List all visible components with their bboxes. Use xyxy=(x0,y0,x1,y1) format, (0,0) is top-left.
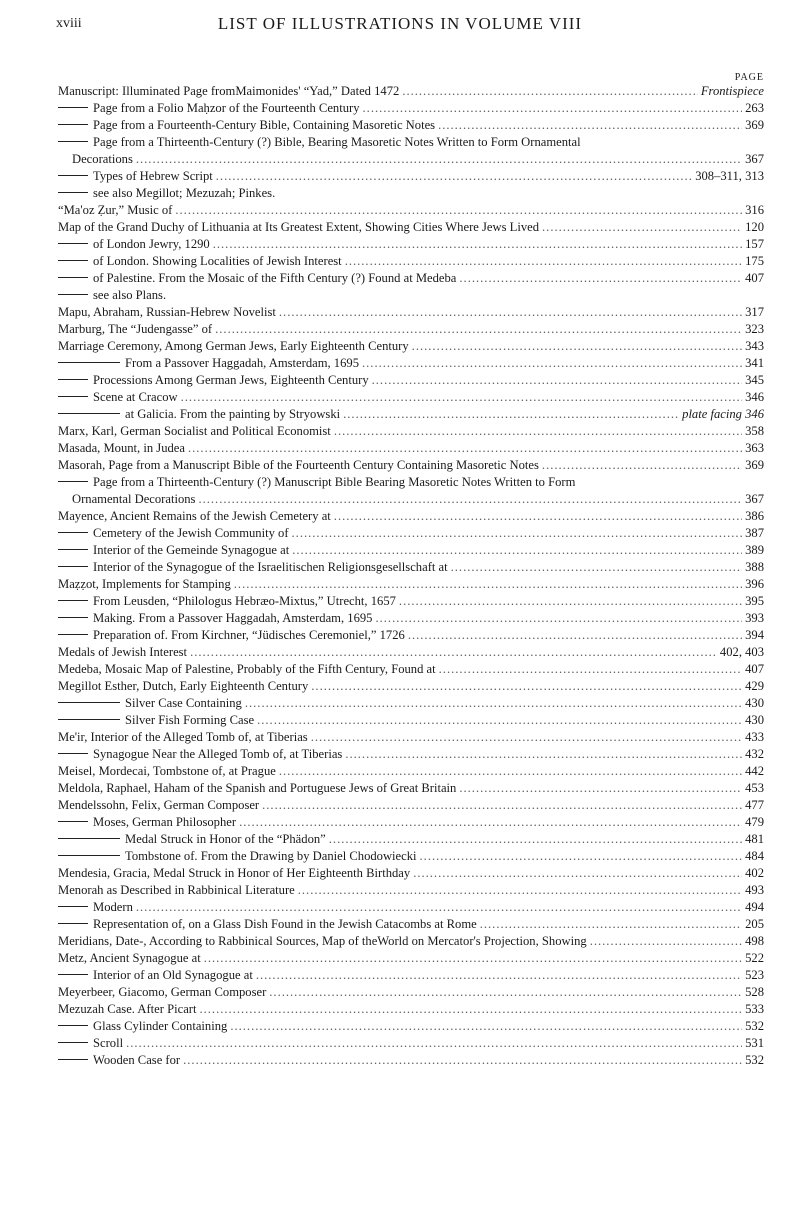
list-item xyxy=(58,967,764,984)
dot-leader xyxy=(334,423,742,440)
dot-leader xyxy=(256,967,742,984)
dot-leader xyxy=(439,661,742,678)
entry-page: 430 xyxy=(745,696,764,710)
list-item xyxy=(58,219,764,236)
ditto-dash xyxy=(58,124,88,125)
list-item xyxy=(58,746,764,763)
dot-leader xyxy=(420,848,743,865)
ditto-dash xyxy=(58,362,120,363)
entry-page: 369 xyxy=(745,118,764,132)
ditto-dash xyxy=(58,923,88,924)
ditto-dash xyxy=(58,379,88,380)
dot-leader xyxy=(298,882,742,899)
entry-title: Wooden Case for xyxy=(93,1053,181,1067)
entry-title: Scene at Cracow xyxy=(93,390,178,404)
ditto-dash xyxy=(58,549,88,550)
entry-page: 523 xyxy=(745,968,764,982)
entry-title: Interior of an Old Synagogue at xyxy=(93,968,253,982)
entry-title: Meridians, Date-, According to Rabbinical Sources, Map of theWorld on Mercator's Projection, Showing xyxy=(58,934,587,948)
entry-page: 369 xyxy=(745,458,764,472)
dot-leader xyxy=(239,814,742,831)
dot-leader xyxy=(375,610,742,627)
entry-page: 402, 403 xyxy=(719,645,764,659)
ditto-dash xyxy=(58,1025,88,1026)
ditto-dash xyxy=(58,719,120,720)
list-item xyxy=(58,695,764,712)
ditto-dash xyxy=(58,277,88,278)
entry-page: 430 xyxy=(745,713,764,727)
entry-title: Synagogue Near the Alleged Tomb of, at Tiberias xyxy=(93,747,343,761)
entry-title: Glass Cylinder Containing xyxy=(93,1019,228,1033)
dot-leader xyxy=(451,559,742,576)
ditto-dash xyxy=(58,617,88,618)
entry-page: plate facing 346 xyxy=(682,407,764,421)
entry-page: 363 xyxy=(745,441,764,455)
dot-leader xyxy=(459,780,742,797)
entry-title: Ornamental Decorations xyxy=(72,492,196,506)
entry-title: Silver Case Containing xyxy=(125,696,242,710)
dot-leader xyxy=(257,712,742,729)
dot-leader xyxy=(345,253,742,270)
list-item xyxy=(58,542,764,559)
list-item xyxy=(58,627,764,644)
dot-leader xyxy=(245,695,742,712)
entry-title: Decorations xyxy=(72,152,133,166)
list-item xyxy=(58,797,764,814)
entry-title: Metz, Ancient Synagogue at xyxy=(58,951,201,965)
dot-leader xyxy=(188,440,742,457)
dot-leader xyxy=(311,678,742,695)
ditto-dash xyxy=(58,294,88,295)
entry-title: Medeba, Mosaic Map of Palestine, Probably of the Fifth Century, Found at xyxy=(58,662,436,676)
entry-page: 522 xyxy=(745,951,764,965)
entry-title: Silver Fish Forming Case xyxy=(125,713,255,727)
dot-leader xyxy=(412,338,742,355)
entry-page: 386 xyxy=(745,509,764,523)
list-item xyxy=(58,950,764,967)
list-item xyxy=(58,576,764,593)
ditto-dash xyxy=(58,396,88,397)
list-item xyxy=(58,406,764,423)
dot-leader xyxy=(190,644,717,661)
entry-page: 341 xyxy=(745,356,764,370)
ditto-dash xyxy=(58,566,88,567)
list-item xyxy=(58,712,764,729)
dot-leader xyxy=(213,236,742,253)
ditto-dash xyxy=(58,906,88,907)
entry-page: 395 xyxy=(745,594,764,608)
list-item xyxy=(58,984,764,1001)
entry-page: 442 xyxy=(745,764,764,778)
entry-title: Marriage Ceremony, Among German Jews, Early Eighteenth Century xyxy=(58,339,409,353)
entry-page: 346 xyxy=(745,390,764,404)
entry-title: Modern xyxy=(93,900,133,914)
list-item xyxy=(58,491,764,508)
list-item xyxy=(58,729,764,746)
entry-title: Page from a Thirteenth-Century (?) Bible, Bearing Masoretic Notes Written to Form Ornamental xyxy=(93,135,581,149)
dot-leader xyxy=(311,729,742,746)
entry-page: 407 xyxy=(745,662,764,676)
entry-page: 263 xyxy=(745,101,764,115)
illustration-list xyxy=(58,83,764,1069)
ditto-dash xyxy=(58,481,88,482)
ditto-dash xyxy=(58,974,88,975)
list-item xyxy=(58,780,764,797)
entry-title: “Ma'oz Ẓur,” Music of xyxy=(58,203,173,217)
entry-title: Maẓẓot, Implements for Stamping xyxy=(58,577,231,591)
ditto-dash xyxy=(58,1042,88,1043)
ditto-dash xyxy=(58,532,88,533)
dot-leader xyxy=(329,831,742,848)
list-item xyxy=(58,831,764,848)
ditto-dash xyxy=(58,838,120,839)
entry-page: 433 xyxy=(745,730,764,744)
dot-leader xyxy=(292,542,742,559)
list-item xyxy=(58,134,764,151)
list-item xyxy=(58,593,764,610)
entry-title: Megillot Esther, Dutch, Early Eighteenth Century xyxy=(58,679,309,693)
entry-page: 345 xyxy=(745,373,764,387)
entry-page: 387 xyxy=(745,526,764,540)
list-item xyxy=(58,933,764,950)
entry-page: 479 xyxy=(745,815,764,829)
ditto-dash xyxy=(58,1059,88,1060)
list-item xyxy=(58,117,764,134)
entry-page: 323 xyxy=(745,322,764,336)
entry-title: Page from a Thirteenth-Century (?) Manuscript Bible Bearing Masoretic Notes Written to Form xyxy=(93,475,576,489)
entry-title: at Galicia. From the painting by Stryowski xyxy=(125,407,341,421)
dot-leader xyxy=(362,355,742,372)
ditto-dash xyxy=(58,260,88,261)
list-item xyxy=(58,389,764,406)
entry-page: 498 xyxy=(745,934,764,948)
entry-page: 532 xyxy=(745,1053,764,1067)
ditto-dash xyxy=(58,600,88,601)
entry-page: 429 xyxy=(745,679,764,693)
entry-title: Making. From a Passover Haggadah, Amsterdam, 1695 xyxy=(93,611,373,625)
entry-page: 396 xyxy=(745,577,764,591)
ditto-dash xyxy=(58,855,120,856)
dot-leader xyxy=(345,746,742,763)
dot-leader xyxy=(198,491,742,508)
dot-leader xyxy=(399,593,742,610)
entry-page: 528 xyxy=(745,985,764,999)
list-item xyxy=(58,355,764,372)
dot-leader xyxy=(126,1035,742,1052)
list-item xyxy=(58,270,764,287)
dot-leader xyxy=(292,525,743,542)
dot-leader xyxy=(542,219,742,236)
entry-title: Medals of Jewish Interest xyxy=(58,645,188,659)
list-item xyxy=(58,559,764,576)
entry-title: Meisel, Mordecai, Tombstone of, at Prague xyxy=(58,764,276,778)
entry-title: Masada, Mount, in Judea xyxy=(58,441,185,455)
ditto-dash xyxy=(58,175,88,176)
entry-title: Page from a Fourteenth-Century Bible, Containing Masoretic Notes xyxy=(93,118,436,132)
list-item xyxy=(58,916,764,933)
list-item xyxy=(58,253,764,270)
entry-title: Mapu, Abraham, Russian-Hebrew Novelist xyxy=(58,305,276,319)
entry-title: Processions Among German Jews, Eighteenth Century xyxy=(93,373,369,387)
list-item xyxy=(58,185,764,202)
page-number: xviii xyxy=(56,16,82,31)
ditto-dash xyxy=(58,243,88,244)
entry-page: 453 xyxy=(745,781,764,795)
entry-title: Interior of the Gemeinde Synagogue at xyxy=(93,543,290,557)
entry-title: see also Megillot; Mezuzah; Pinkes. xyxy=(93,186,276,200)
list-item xyxy=(58,440,764,457)
dot-leader xyxy=(215,321,742,338)
entry-title: see also Plans. xyxy=(93,288,167,302)
entry-page: 494 xyxy=(745,900,764,914)
list-item xyxy=(58,321,764,338)
entry-page: 481 xyxy=(745,832,764,846)
dot-leader xyxy=(279,763,742,780)
dot-leader xyxy=(183,1052,742,1069)
list-item xyxy=(58,525,764,542)
ditto-dash xyxy=(58,634,88,635)
list-item xyxy=(58,610,764,627)
entry-page: 388 xyxy=(745,560,764,574)
dot-leader xyxy=(262,797,742,814)
ditto-dash xyxy=(58,141,88,142)
entry-title: Cemetery of the Jewish Community of xyxy=(93,526,289,540)
list-item xyxy=(58,83,764,100)
dot-leader xyxy=(279,304,742,321)
entry-page: Frontispiece xyxy=(700,84,764,98)
list-item xyxy=(58,338,764,355)
entry-title: of London. Showing Localities of Jewish Interest xyxy=(93,254,342,268)
dot-leader xyxy=(334,508,742,525)
list-item xyxy=(58,100,764,117)
entry-page: 432 xyxy=(745,747,764,761)
entry-page: 175 xyxy=(745,254,764,268)
entry-title: Types of Hebrew Script xyxy=(93,169,213,183)
list-item xyxy=(58,763,764,780)
list-item xyxy=(58,457,764,474)
list-item xyxy=(58,661,764,678)
entry-page: 205 xyxy=(745,917,764,931)
entry-page: 533 xyxy=(745,1002,764,1016)
entry-title: From a Passover Haggadah, Amsterdam, 1695 xyxy=(125,356,359,370)
entry-title: of Palestine. From the Mosaic of the Fifth Century (?) Found at Medeba xyxy=(93,271,457,285)
entry-title: Mayence, Ancient Remains of the Jewish Cemetery at xyxy=(58,509,331,523)
entry-page: 367 xyxy=(745,492,764,506)
entry-page: 402 xyxy=(745,866,764,880)
dot-leader xyxy=(413,865,742,882)
entry-title: Map of the Grand Duchy of Lithuania at Its Greatest Extent, Showing Cities Where Jews Lived xyxy=(58,220,540,234)
list-item xyxy=(58,236,764,253)
entry-title: Page from a Folio Maḥzor of the Fourteenth Century xyxy=(93,101,360,115)
page-column-heading: PAGE xyxy=(734,72,764,83)
entry-page: 493 xyxy=(745,883,764,897)
list-item xyxy=(58,1052,764,1069)
list-item xyxy=(58,644,764,661)
ditto-dash xyxy=(58,753,88,754)
dot-leader xyxy=(234,576,742,593)
dot-leader xyxy=(269,984,742,1001)
dot-leader xyxy=(216,168,692,185)
entry-title: Scroll xyxy=(93,1036,124,1050)
list-item xyxy=(58,508,764,525)
page-title: LIST OF ILLUSTRATIONS IN VOLUME VIII xyxy=(217,14,583,33)
ditto-dash xyxy=(58,107,88,108)
entry-page: 532 xyxy=(745,1019,764,1033)
entry-title: Masorah, Page from a Manuscript Bible of the Fourteenth Century Containing Masoretic Notes xyxy=(58,458,539,472)
list-item xyxy=(58,899,764,916)
entry-page: 367 xyxy=(745,152,764,166)
dot-leader xyxy=(408,627,742,644)
list-item xyxy=(58,474,764,491)
list-item xyxy=(58,202,764,219)
entry-title: Mendelssohn, Felix, German Composer xyxy=(58,798,260,812)
entry-title: Preparation of. From Kirchner, “Jüdisches Ceremoniel,” 1726 xyxy=(93,628,405,642)
list-item xyxy=(58,151,764,168)
dot-leader xyxy=(175,202,742,219)
entry-title: of London Jewry, 1290 xyxy=(93,237,210,251)
dot-leader xyxy=(480,916,742,933)
entry-page: 157 xyxy=(745,237,764,251)
entry-page: 316 xyxy=(745,203,764,217)
entry-title: Moses, German Philosopher xyxy=(93,815,237,829)
entry-page: 407 xyxy=(745,271,764,285)
entry-title: Menorah as Described in Rabbinical Literature xyxy=(58,883,295,897)
ditto-dash xyxy=(58,702,120,703)
page-header xyxy=(0,12,800,36)
dot-leader xyxy=(372,372,742,389)
dot-leader xyxy=(363,100,743,117)
list-item xyxy=(58,1001,764,1018)
ditto-dash xyxy=(58,413,120,414)
entry-page: 120 xyxy=(745,220,764,234)
ditto-dash xyxy=(58,192,88,193)
entry-title: Tombstone of. From the Drawing by Daniel Chodowiecki xyxy=(125,849,417,863)
list-item xyxy=(58,304,764,321)
list-item xyxy=(58,287,764,304)
entry-title: Meyerbeer, Giacomo, German Composer xyxy=(58,985,267,999)
entry-page: 393 xyxy=(745,611,764,625)
list-item xyxy=(58,678,764,695)
entry-title: Mendesia, Gracia, Medal Struck in Honor of Her Eighteenth Birthday xyxy=(58,866,411,880)
entry-title: Meldola, Raphael, Haham of the Spanish and Portuguese Jews of Great Britain xyxy=(58,781,457,795)
entry-title: Marx, Karl, German Socialist and Political Economist xyxy=(58,424,331,438)
entry-title: Medal Struck in Honor of the “Phädon” xyxy=(125,832,326,846)
entry-title: Me'ir, Interior of the Alleged Tomb of, at Tiberias xyxy=(58,730,308,744)
entry-page: 308–311, 313 xyxy=(695,169,764,183)
list-item xyxy=(58,1035,764,1052)
dot-leader xyxy=(590,933,742,950)
ditto-dash xyxy=(58,821,88,822)
dot-leader xyxy=(542,457,742,474)
entry-page: 389 xyxy=(745,543,764,557)
entry-page: 484 xyxy=(745,849,764,863)
entry-page: 343 xyxy=(745,339,764,353)
entry-page: 317 xyxy=(745,305,764,319)
list-item xyxy=(58,168,764,185)
entry-page: 394 xyxy=(745,628,764,642)
list-item xyxy=(58,865,764,882)
entry-title: Representation of, on a Glass Dish Found in the Jewish Catacombs at Rome xyxy=(93,917,477,931)
entry-title: Manuscript: Illuminated Page fromMaimonides' “Yad,” Dated 1472 xyxy=(58,84,400,98)
list-item xyxy=(58,882,764,899)
list-item xyxy=(58,423,764,440)
entry-title: Mezuzah Case. After Picart xyxy=(58,1002,197,1016)
list-item xyxy=(58,814,764,831)
entry-title: Marburg, The “Judengasse” of xyxy=(58,322,213,336)
dot-leader xyxy=(402,83,698,100)
dot-leader xyxy=(343,406,679,423)
list-item xyxy=(58,372,764,389)
dot-leader xyxy=(459,270,742,287)
entry-page: 477 xyxy=(745,798,764,812)
entry-page: 531 xyxy=(745,1036,764,1050)
entry-title: Interior of the Synagogue of the Israelitischen Religionsgesellschaft at xyxy=(93,560,448,574)
dot-leader xyxy=(181,389,742,406)
list-item xyxy=(58,1018,764,1035)
entry-page: 358 xyxy=(745,424,764,438)
dot-leader xyxy=(136,151,742,168)
dot-leader xyxy=(204,950,742,967)
dot-leader xyxy=(136,899,742,916)
dot-leader xyxy=(199,1001,742,1018)
dot-leader xyxy=(438,117,742,134)
list-item xyxy=(58,848,764,865)
entry-title: From Leusden, “Philologus Hebræo-Mixtus,” Utrecht, 1657 xyxy=(93,594,396,608)
dot-leader xyxy=(230,1018,742,1035)
